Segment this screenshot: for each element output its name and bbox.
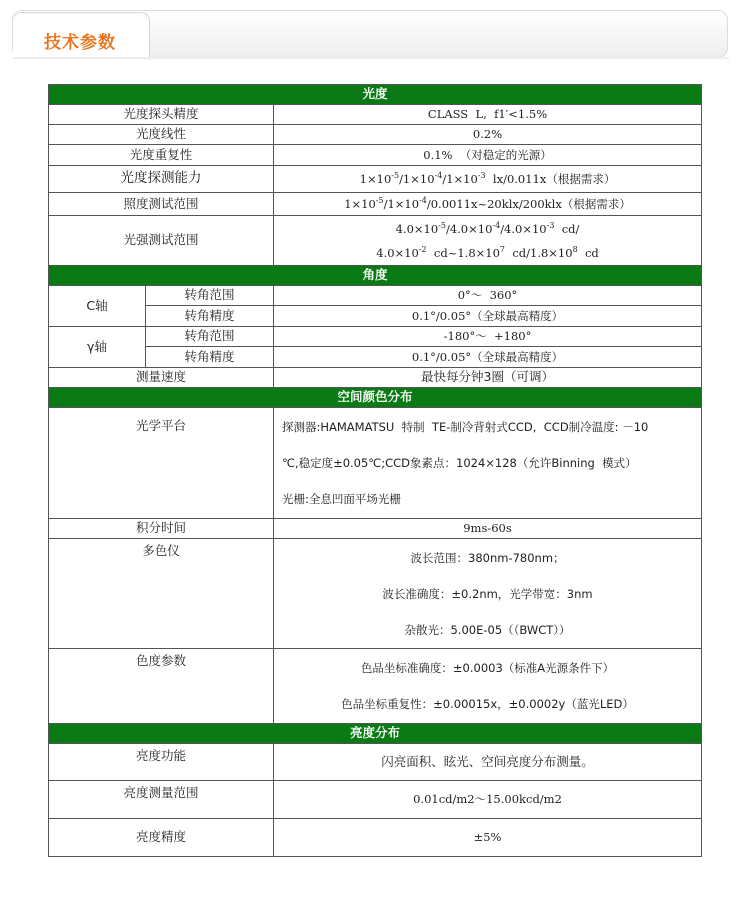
spec-table bbox=[48, 84, 702, 857]
detection-e2: -4 bbox=[434, 170, 443, 180]
luminance-precision-label: 亮度精度 bbox=[49, 819, 274, 857]
illuminance-b1: 1×10 bbox=[344, 196, 376, 211]
gamma-axis-label: γ轴 bbox=[49, 327, 146, 368]
chromaticity-value bbox=[274, 649, 702, 724]
row-probe-accuracy bbox=[49, 105, 702, 125]
row-gamma-axis-range bbox=[49, 327, 702, 347]
luminance-function-value: 闪亮面积、眩光、空间亮度分布测量。 bbox=[274, 744, 702, 781]
intensity-l2-tail: cd bbox=[577, 245, 599, 260]
row-detection-ability bbox=[49, 166, 702, 193]
c-axis-range-label: 转角范围 bbox=[146, 286, 274, 306]
intensity-l2-b2: cd~1.8×10 bbox=[426, 245, 500, 260]
row-c-axis-precision bbox=[49, 306, 702, 327]
probe-accuracy-label: 光度探头精度 bbox=[49, 105, 274, 125]
intensity-l1-e1: -5 bbox=[438, 220, 446, 230]
polychromator-label: 多色仪 bbox=[49, 539, 274, 649]
row-illuminance-range bbox=[49, 193, 702, 216]
integration-time-value: 9ms-60s bbox=[274, 519, 702, 539]
section-luminance bbox=[49, 724, 702, 744]
probe-accuracy-value: CLASS L, f1′<1.5% bbox=[274, 105, 702, 125]
detection-e3: -3 bbox=[477, 170, 486, 180]
intensity-l2-b1: 4.0×10 bbox=[376, 245, 419, 260]
luminance-range-value: 0.01cd/m2～15.00kcd/m2 bbox=[274, 781, 702, 819]
section-angle-title: 角度 bbox=[49, 266, 702, 286]
detection-e1: -5 bbox=[391, 170, 400, 180]
section-spatial-color bbox=[49, 388, 702, 408]
measure-speed-label: 测量速度 bbox=[49, 368, 274, 388]
row-polychromator bbox=[49, 539, 702, 649]
row-intensity-range bbox=[49, 216, 702, 266]
row-linearity bbox=[49, 125, 702, 145]
intensity-l2-e3: 8 bbox=[572, 244, 578, 254]
poly-line-1: 波长范围：380nm-780nm； bbox=[410, 550, 565, 565]
illuminance-b2: /1×10 bbox=[383, 196, 420, 211]
section-luminance-title: 亮度分布 bbox=[49, 724, 702, 744]
detection-b1: 1×10 bbox=[359, 171, 392, 186]
c-axis-precision-value: 0.1°/0.05°（全球最高精度） bbox=[274, 306, 702, 327]
detection-tail: lx/0.011x（根据需求） bbox=[485, 171, 616, 186]
row-chromaticity bbox=[49, 649, 702, 724]
repeatability-label: 光度重复性 bbox=[49, 145, 274, 166]
intensity-l2-e2: 7 bbox=[499, 244, 506, 254]
illuminance-range-label: 照度测试范围 bbox=[49, 193, 274, 216]
intensity-range-label: 光强测试范围 bbox=[49, 216, 274, 266]
row-c-axis-range bbox=[49, 286, 702, 306]
row-luminance-function bbox=[49, 744, 702, 781]
measure-speed-value: 最快每分钟3圈（可调） bbox=[274, 368, 702, 388]
luminance-function-label: 亮度功能 bbox=[49, 744, 274, 781]
section-spatial-color-title: 空间颜色分布 bbox=[49, 388, 702, 408]
detection-ability-value bbox=[274, 166, 702, 193]
section-photometric-title: 光度 bbox=[49, 85, 702, 105]
optical-line-3: 光栅:全息凹面平场光栅 bbox=[282, 492, 401, 506]
illuminance-e1: -5 bbox=[375, 195, 384, 205]
intensity-l1-e2: -4 bbox=[492, 220, 501, 230]
optical-line-2: ℃,稳定度±0.05℃;CCD象素点：1024×128（允许Binning 模式） bbox=[282, 456, 637, 470]
repeatability-value: 0.1% （对稳定的光源） bbox=[274, 145, 702, 166]
row-gamma-axis-precision bbox=[49, 347, 702, 368]
gamma-axis-range-value: -180°～ +180° bbox=[274, 327, 702, 347]
poly-line-2: 波长准确度：±0.2nm，光学带宽：3nm bbox=[382, 586, 593, 601]
c-axis-label: C轴 bbox=[49, 286, 146, 327]
detection-b3: /1×10 bbox=[442, 171, 478, 186]
luminance-range-label: 亮度测量范围 bbox=[49, 781, 274, 819]
section-angle bbox=[49, 266, 702, 286]
chroma-line-2: 色品坐标重复性：±0.00015x，±0.0002y（蓝光LED） bbox=[341, 697, 634, 711]
gamma-axis-range-label: 转角范围 bbox=[146, 327, 274, 347]
row-integration-time bbox=[49, 519, 702, 539]
integration-time-label: 积分时间 bbox=[49, 519, 274, 539]
linearity-value: 0.2% bbox=[274, 125, 702, 145]
optical-line-1: 探测器:HAMAMATSU 特制 TE-制冷背射式CCD, CCD制冷温度: －10 bbox=[282, 420, 649, 434]
header-divider bbox=[13, 57, 729, 59]
intensity-l1-e3: -3 bbox=[546, 220, 555, 230]
section-photometric bbox=[49, 85, 702, 105]
detection-b2: /1×10 bbox=[399, 171, 435, 186]
c-axis-range-value: 0°～ 360° bbox=[274, 286, 702, 306]
gamma-axis-precision-value: 0.1°/0.05°（全球最高精度） bbox=[274, 347, 702, 368]
intensity-l1-b2: /4.0×10 bbox=[445, 221, 493, 236]
optical-platform-label: 光学平台 bbox=[49, 408, 274, 519]
luminance-precision-value: ±5% bbox=[274, 819, 702, 857]
page-title: 技术参数 bbox=[44, 33, 116, 53]
row-luminance-precision bbox=[49, 819, 702, 857]
row-optical-platform bbox=[49, 408, 702, 519]
illuminance-e2: -4 bbox=[419, 195, 427, 205]
intensity-l1-tail: cd/ bbox=[554, 221, 580, 236]
illuminance-range-value bbox=[274, 193, 702, 216]
intensity-range-value bbox=[274, 216, 702, 266]
intensity-line-1 bbox=[278, 217, 697, 241]
linearity-label: 光度线性 bbox=[49, 125, 274, 145]
polychromator-value bbox=[274, 539, 702, 649]
chroma-line-1: 色品坐标准确度：±0.0003（标准A光源条件下） bbox=[360, 661, 615, 675]
row-repeatability bbox=[49, 145, 702, 166]
detection-ability-label: 光度探测能力 bbox=[49, 166, 274, 193]
row-luminance-range bbox=[49, 781, 702, 819]
intensity-l2-b3: cd/1.8×10 bbox=[505, 245, 573, 260]
poly-line-3: 杂散光：5.00E-05（（BWCT）） bbox=[404, 622, 571, 637]
row-measure-speed bbox=[49, 368, 702, 388]
intensity-l1-b1: 4.0×10 bbox=[395, 221, 439, 236]
c-axis-precision-label: 转角精度 bbox=[146, 306, 274, 327]
intensity-l2-e1: -2 bbox=[418, 244, 427, 254]
optical-platform-value bbox=[274, 408, 702, 519]
gamma-axis-precision-label: 转角精度 bbox=[146, 347, 274, 368]
illuminance-tail: /0.0011x~20klx/200klx（根据需求） bbox=[426, 196, 631, 211]
intensity-line-2 bbox=[278, 241, 697, 265]
intensity-l1-b3: /4.0×10 bbox=[500, 221, 547, 236]
chromaticity-label: 色度参数 bbox=[49, 649, 274, 724]
